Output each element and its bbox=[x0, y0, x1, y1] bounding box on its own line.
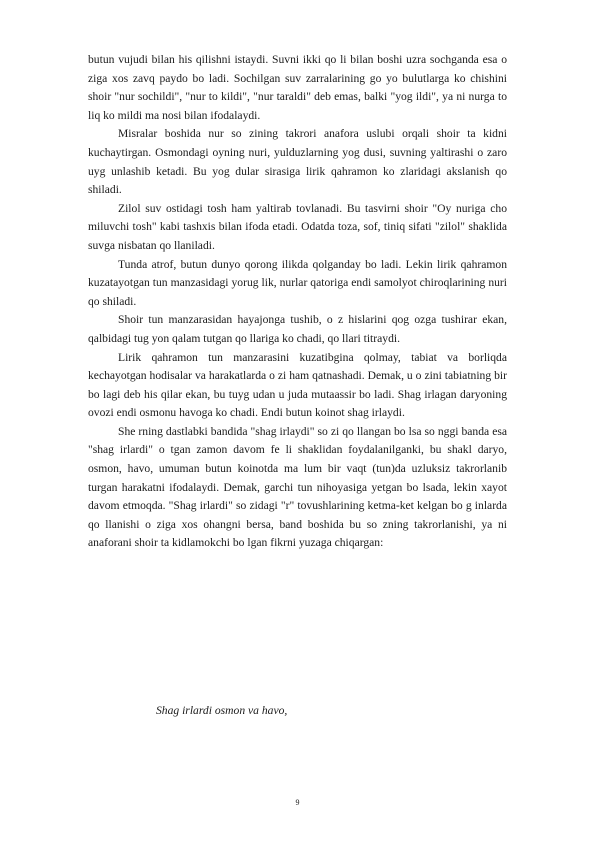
page-number: 9 bbox=[295, 798, 300, 807]
paragraph-4: Tunda atrof, butun dunyo qorong ilikda qolganday bo ladi. Lekin lirik qahramon kuzatayotgan tun manzasidagi yorug lik, nurlar qatoriga endi samolyot chiroqlarining nuri qo shiladi. bbox=[88, 257, 507, 308]
paragraph-1: butun vujudi bilan his qilishni istaydi. Suvni ikki qo li bilan boshi uzra sochganda esa o ziga xos zavq paydo bo ladi. Sochilgan suv zarralarining go yo bulutlarga ko chishini shoir "nur sochildi", "nur to kildi", "nur taraldi" deb emas, balki "yog ildi", ya ni nurga to liq ko mildi ma nosi bilan ifodalaydi. bbox=[88, 53, 507, 122]
paragraph-2: Misralar boshida nur so zining takrori anafora uslubi orqali shoir ta kidni kuchaytirgan. Osmondagi oyning nuri, yulduzlarning yog dusi, suvning yaltirashi o zaro uyg unlashib ketadi. Bu yog dular sirasiga lirik qahramon ko zlaridagi akslanish qo shiladi. bbox=[88, 127, 507, 197]
body-text bbox=[88, 51, 507, 553]
paragraph-6: Lirik qahramon tun manzarasini kuzatibgina qolmay, tabiat va borliqda kechayotgan hodisalar va harakatlarda o zi ham qatnashadi. Demak, u o zini tabiatning bir bo lagi deb his qilar ekan, bu tuyg udan u juda mutaassir bo ladi. Shag irlagan daryoning ovozi endi osmonu havoga ko chadi. Endi butun koinot shag irlaydi. bbox=[88, 350, 507, 420]
paragraph-5: Shoir tun manzarasidan hayajonga tushib, o z hislarini qog ozga tushirar ekan, qalbidagi tug yon qalam tutgan qo llariga ko chadi, qo llari titraydi. bbox=[88, 313, 507, 345]
paragraph-3: Zilol suv ostidagi tosh ham yaltirab tovlanadi. Bu tasvirni shoir "Oy nuriga cho miluvchi tosh" kabi tashxis bilan ifoda etadi. Odatda toza, sof, tiniq sifati "zilol" shaklida suvga nisbatan qo llaniladi. bbox=[88, 201, 507, 252]
paragraph-7: She rning dastlabki bandida "shag irlaydi" so zi qo llangan bo lsa so nggi banda esa "shag irlardi" o tgan zamon davom fe li shaklidan foydalanilganki, bu shakl daryo, osmon, havo, umuman butun koinotda ma lum bir vaqt (tun)da uzluksiz takrorlanib turgan harakatni ifodalaydi. Demak, garchi tun nihoyasiga yetgan bo lsada, lekin xayot davom etmoqda. "Shag irlardi" so zidagi "r" tovushlarining ketma-ket kelgan bo g inlarda qo llanishi o ziga xos ohangni bersa, band boshida bu so zning takrorlanishi, ya ni anaforani shoir ta kidlamokchi bo lgan fikrni yuzaga chiqargan: bbox=[88, 424, 507, 550]
poem-quote-line: Shag irlardi osmon va havo, bbox=[156, 704, 288, 717]
